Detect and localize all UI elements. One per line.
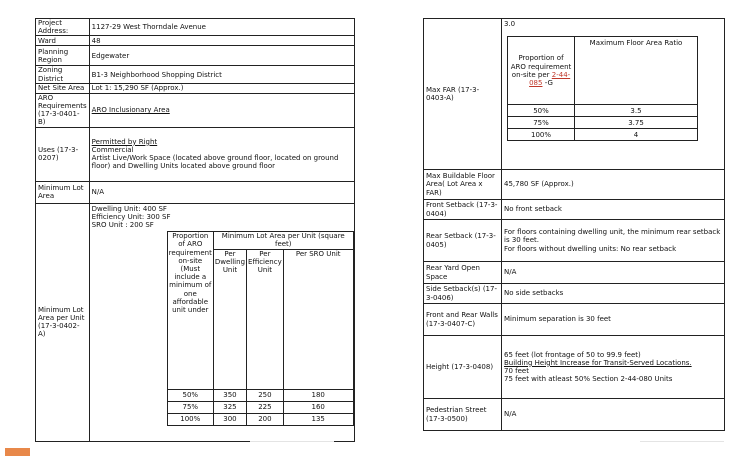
cell-dwelling: 350 [213, 389, 246, 401]
cell-efficiency: 250 [247, 389, 284, 401]
cell-efficiency: 200 [247, 413, 284, 425]
rear-yard-open-space-label: Rear Yard Open Space [424, 262, 502, 284]
mla-line: SRO Unit : 200 SF [91, 221, 154, 230]
max-far-label: Max FAR (17-3-0403-A) [424, 19, 502, 170]
col-header-sro: Per SRO Unit [283, 249, 353, 389]
table-row [36, 83, 355, 93]
max-buildable-floor-area-value: 45,780 SF (Approx.) [502, 170, 725, 200]
table-row [424, 170, 725, 200]
ward-label: Ward [36, 36, 90, 46]
table-row [36, 46, 355, 66]
mla-per-unit-label: Minimum Lot Area per Unit (17-3-0402-A) [36, 203, 90, 441]
height-value [502, 336, 725, 399]
max-buildable-floor-area-label: Max Buildable Floor Area( Lot Area x FAR) [424, 170, 502, 200]
col-header-ratio: Maximum Floor Area Ratio [575, 37, 698, 105]
col-header-proportion: Proportion of ARO requirement on-site per 2-44-085 -G [508, 37, 575, 105]
uses-value [89, 127, 354, 181]
minimum-lot-area-value: N/A [89, 181, 354, 203]
table-row [167, 401, 353, 413]
cell-ratio: 4 [575, 129, 698, 141]
cell-pct: 75% [508, 117, 575, 129]
cell-sro: 180 [283, 389, 353, 401]
planning-region-label: Planning Region [36, 46, 90, 66]
table-row [424, 220, 725, 262]
table-row [424, 200, 725, 220]
zoning-district-value: B1-3 Neighborhood Shopping District [89, 66, 354, 83]
zoning-summary-table-left [35, 18, 355, 442]
far-subtable [507, 36, 698, 141]
table-row [36, 19, 355, 36]
rear-setback-line: For floors without dwelling units: No rear setback [504, 244, 677, 253]
table-row [36, 66, 355, 83]
cell-efficiency: 225 [247, 401, 284, 413]
table-row [508, 117, 698, 129]
cell-dwelling: 325 [213, 401, 246, 413]
zoning-summary-table-right [423, 18, 725, 431]
side-setback-label: Side Setback(s) (17-3-0406) [424, 284, 502, 304]
front-setback-value: No front setback [502, 200, 725, 220]
uses-label: Uses (17-3-0207) [36, 127, 90, 181]
footer-faint-line [250, 441, 334, 442]
cell-pct: 50% [167, 389, 213, 401]
table-row [424, 262, 725, 284]
table-row [424, 19, 725, 170]
mla-line: Dwelling Unit: 400 SF [91, 204, 167, 213]
front-rear-walls-value: Minimum separation is 30 feet [502, 304, 725, 336]
uses-permitted-heading: Permitted by Right [91, 137, 158, 146]
height-line: 75 feet with atleast 50% Section 2-44-080 Units [504, 375, 673, 384]
max-far-value [502, 19, 725, 170]
height-line: 70 feet [504, 367, 529, 375]
pedestrian-street-label: Pedestrian Street (17-3-0500) [424, 399, 502, 431]
front-setback-label: Front Setback (17-3-0404) [424, 200, 502, 220]
col-header-proportion: Proportion of ARO requirement on-site (Must include a minimum of one affordable unit under [167, 232, 213, 389]
height-label: Height (17-3-0408) [424, 336, 502, 399]
zoning-district-label: Zoning District [36, 66, 90, 83]
table-header-row [508, 37, 698, 105]
minimum-lot-area-label: Minimum Lot Area [36, 181, 90, 203]
rear-setback-value [502, 220, 725, 262]
mla-per-unit-value [89, 203, 354, 441]
table-row [36, 203, 355, 441]
table-row [36, 127, 355, 181]
pedestrian-street-value: N/A [502, 399, 725, 431]
col-header-dwelling: Per Dwelling Unit [213, 249, 246, 389]
project-address-value: 1127-29 West Thorndale Avenue [89, 19, 354, 36]
mla-unit-list [90, 204, 354, 231]
table-row [167, 413, 353, 425]
cell-pct: 75% [167, 401, 213, 413]
table-row [424, 399, 725, 431]
footer-faint-line [640, 441, 724, 442]
rear-setback-line: For floors containing dwelling unit, the minimum rear setback is 30 feet. [504, 228, 721, 245]
cell-dwelling: 300 [213, 413, 246, 425]
cell-pct: 100% [167, 413, 213, 425]
height-line: 65 feet (lot frontage of 50 to 99.9 feet) [504, 350, 641, 359]
table-row [36, 36, 355, 46]
planning-region-value: Edgewater [89, 46, 354, 66]
height-increase-heading: Building Height Increase for Transit-Served Locations. [504, 358, 692, 367]
max-far-base: 3.0 [504, 20, 516, 28]
front-rear-walls-label: Front and Rear Walls (17-3-0407-C) [424, 304, 502, 336]
cell-sro: 135 [283, 413, 353, 425]
table-row [167, 389, 353, 401]
table-header-row [167, 232, 353, 249]
ward-value: 48 [89, 36, 354, 46]
page-number-tab [5, 448, 30, 456]
code-link[interactable]: 2-44-085 [529, 70, 571, 87]
table-row [424, 304, 725, 336]
aro-requirements-label: ARO Requirements (17-3-0401-B) [36, 93, 90, 127]
table-row [424, 336, 725, 399]
table-row [36, 93, 355, 127]
cell-pct: 100% [508, 129, 575, 141]
table-row [36, 181, 355, 203]
cell-sro: 160 [283, 401, 353, 413]
table-row [508, 129, 698, 141]
rear-setback-label: Rear Setback (17-3-0405) [424, 220, 502, 262]
mla-subtable [167, 231, 354, 425]
rear-yard-open-space-value: N/A [502, 262, 725, 284]
cell-ratio: 3.5 [575, 105, 698, 117]
project-address-label: Project Address: [36, 19, 90, 36]
net-site-area-label: Net Site Area [36, 83, 90, 93]
mla-line: Efficiency Unit: 300 SF [91, 212, 171, 221]
uses-commercial: Commercial [91, 145, 134, 154]
col-header-efficiency: Per Efficiency Unit [247, 249, 284, 389]
table-row [424, 284, 725, 304]
aro-requirements-value: ARO Inclusionary Area [89, 93, 354, 127]
uses-description: Artist Live/Work Space (located above ground floor, located on ground floor) and Dwelling Units located above ground floor [91, 154, 339, 171]
cell-ratio: 3.75 [575, 117, 698, 129]
side-setback-value: No side setbacks [502, 284, 725, 304]
net-site-area-value: Lot 1: 15,290 SF (Approx.) [89, 83, 354, 93]
table-row [508, 105, 698, 117]
col-header-group: Minimum Lot Area per Unit (square feet) [213, 232, 353, 249]
cell-pct: 50% [508, 105, 575, 117]
